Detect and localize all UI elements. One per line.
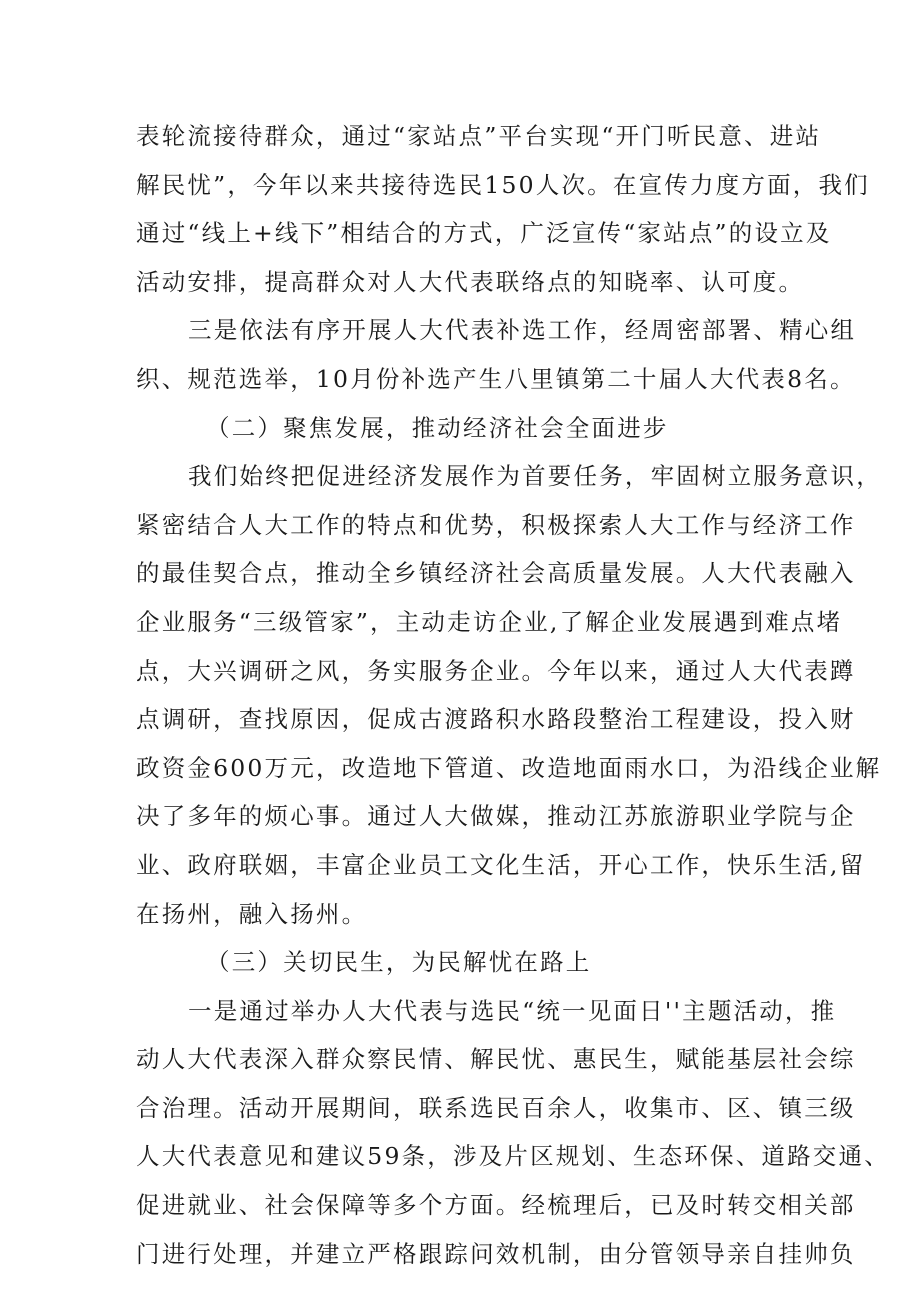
document-body [136,112,890,1278]
text-line: 企业服务“三级管家”，主动走访企业,了解企业发展遇到难点堵 [136,607,843,636]
paragraph-start-line: 三是依法有序开展人大代表补选工作，经周密部署、精心组 [188,316,857,345]
text-line: 业、政府联姻，丰富企业员工文化生活，开心工作，快乐生活,留 [136,850,866,879]
text-line: 政资金600万元，改造地下管道、改造地面雨水口，为沿线企业解 [136,753,882,782]
text-line: 紧密结合人大工作的特点和优势，积极探索人大工作与经济工作 [136,510,856,539]
section-heading: （二）聚焦发展，推动经济社会全面进步 [206,413,669,442]
text-line: 织、规范选举，10月份补选产生八里镇第二十届人大代表8名。 [136,364,856,393]
text-line: 表轮流接待群众，通过“家站点”平台实现“开门听民意、进站 [136,122,822,150]
text-line: 人大代表意见和建议59条，涉及片区规划、生态环保、道路交通、 [136,1142,890,1171]
text-line: 的最佳契合点，推动全乡镇经济社会高质量发展。人大代表融入 [136,559,856,588]
text-line: 门进行处理，并建立严格跟踪问效机制，由分管领导亲自挂帅负 [136,1239,856,1268]
text-line: 点调研，查找原因，促成古渡路积水路段整治工程建设，投入财 [136,705,856,734]
text-line: 点，大兴调研之风，务实服务企业。今年以来，通过人大代表蹲 [136,656,856,685]
paragraph-start-line: 我们始终把促进经济发展作为首要任务，牢固树立服务意识， [188,462,882,491]
section-heading: （三）关切民生，为民解忧在路上 [206,948,592,977]
paragraph-start-line: 一是通过举办人大代表与选民“统一见面日''主题活动，推 [188,996,837,1025]
text-line: 通过“线上+线下”相结合的方式，广泛宣传“家站点”的设立及 [136,219,832,248]
text-line: 动人大代表深入群众察民情、解民忧、惠民生，赋能基层社会综 [136,1045,856,1074]
text-line: 合治理。活动开展期间，联系选民百余人，收集市、区、镇三级 [136,1093,856,1122]
text-line: 决了多年的烦心事。通过人大做媒，推动江苏旅游职业学院与企 [136,802,856,831]
text-line: 促进就业、社会保障等多个方面。经梳理后，已及时转交相关部 [136,1191,856,1220]
text-line: 活动安排，提高群众对人大代表联络点的知晓率、认可度。 [136,267,805,296]
text-line: 在扬州，融入扬州。 [136,899,368,928]
text-line: 解民忧”，今年以来共接待选民150人次。在宣传力度方面，我们 [136,170,870,199]
